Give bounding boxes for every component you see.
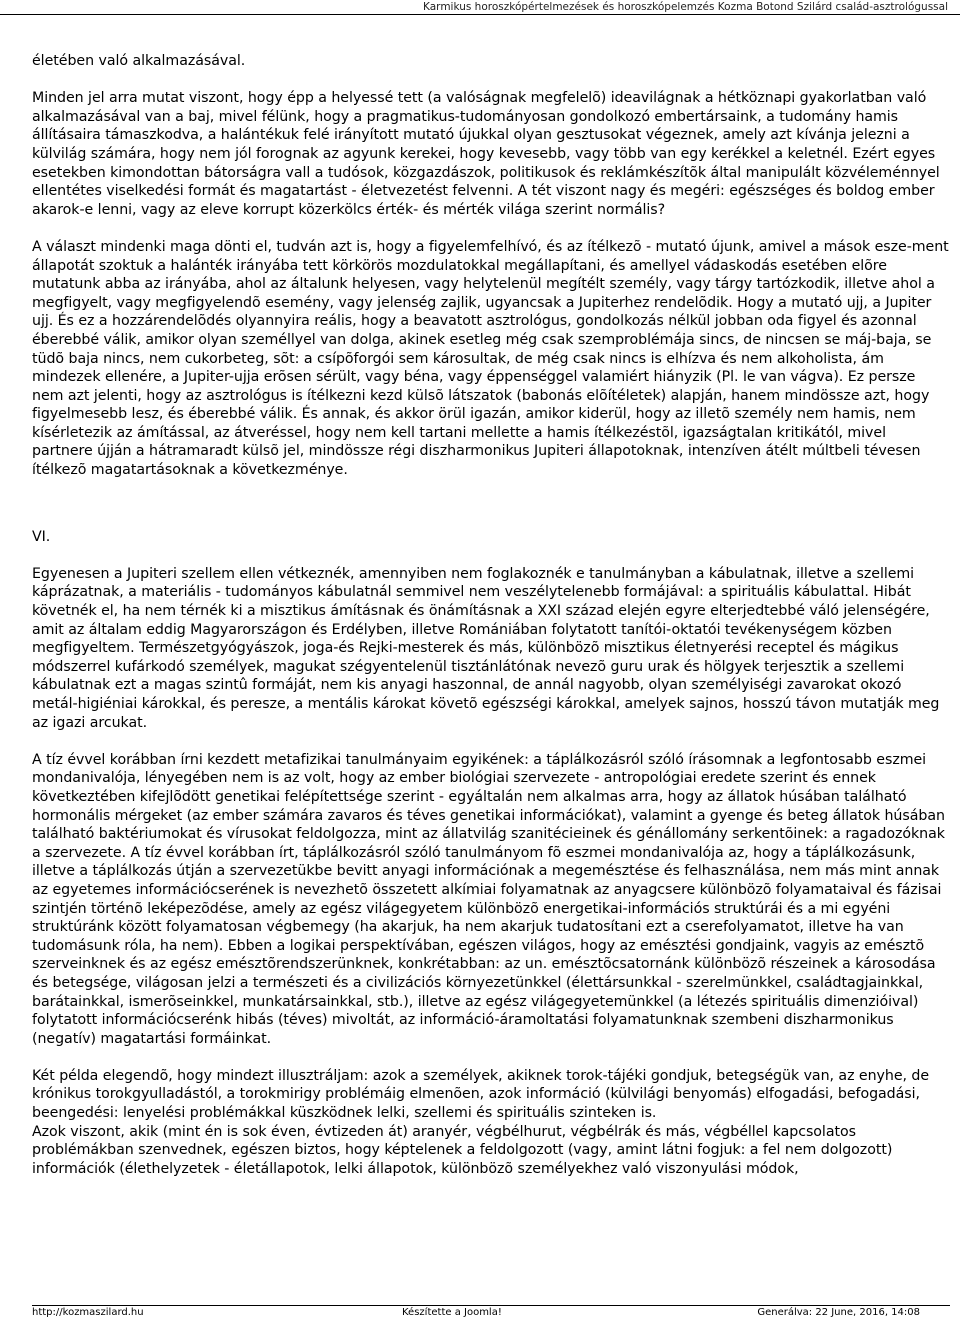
header-divider — [0, 14, 960, 15]
paragraph-0: életében való alkalmazásával. — [32, 53, 246, 69]
footer-divider — [32, 1305, 950, 1306]
paragraph-1: Minden jel arra mutat viszont, hogy épp a helyessé tett (a valóságnak megfelelõ) ideavilágnak a hétköznapi gyakorlatban való alkalmazásával van a baj, mivel félünk, hogy a pragmatikus-tudományosan gondolkozó embertársaink, a tudomány hamis állításaira támaszkodva, a halántékuk felé irányított mutató újukkal olyan gesztusokat végeznek, amely azt kívánja jelezni a külvilág számára, hogy nem jól forognak az agyunk kerekei, hogy kevesebb, vagy több van egy kerékkel a keletnél. Ezért egyes esetekben kimondottan bátorságra vall a tudósok, közgazdászok, politikusok és reklámkészítõk által manipulált közvéleménnyel ellentétes viselkedési formát és magatartást - életvezetést felvenni. A tét viszont nagy és megéri: egészséges és boldog ember akarok-e lenni, vagy az eleve korrupt közerkölcs érték- és mérték világa szerint normális? — [32, 90, 940, 218]
paragraph-2: A választ mindenki maga dönti el, tudván azt is, hogy a figyelemfelhívó, és az ítélkezõ - mutató újunk, amivel a mások esze-ment állapotát szoktuk a halánték irányába tett körkörös mozdulatokkal megállapítani, és amellyel vádaskodás esetében elõre mutatunk abba az irányába, ahol az általunk helyesen, vagy helytelenül megítélt személy, vagy tárgy tartózkodik, illetve ahol a megfigyelt, vagy megfigyelendõ esemény, vagy jelenség zajlik, ugyancsak a Jupiterhez rendelõdik. Hogy a mutató ujj, a Jupiter ujj. És ez a hozzárendelõdés olyannyira reális, hogy a beavatott asztrológus, gondolkozás nélkül jobban oda figyel és azonnal éberebbé válik, amikor olyan személlyel van dolga, akinek esetleg még csak szemproblémája sincs, de nincsen se máj-baja, se tüdõ baja nincs, nem cukorbeteg, sõt: a csípõforgói sem károsultak, de még csak nincs is elhízva és nem alkoholista, ám mindezek ellenére, a Jupiter-ujja erõsen sérült, vagy béna, vagy éppenséggel valamiért hiányzik (Pl. le van vágva). Ez persze nem azt jelenti, hogy az asztrológus is ítélkezni kezd külsõ látszatok (babonás elõítéletek) alapján, hanem mindössze azt, hogy figyelmesebb lesz, és éberebbé válik. És annak, és akkor örül igazán, amikor kiderül, hogy az illetõ személy nem hamis, nem kísérletezik az ámítással, az átveréssel, hogy nem kell tartani mellette a hamis ítélkezéstõl, igazságtalan kritikától, mivel partnere újján a hátramaradt külsõ jel, mindössze régi diszharmonikus Jupiteri állapotoknak, intenzíven átélt múltbeli tévesen ítélkezõ magatartásoknak a következménye. — [32, 238, 949, 479]
page-footer — [32, 1305, 950, 1319]
page-header — [0, 0, 960, 18]
header-title: Karmikus horoszkópértelmezések és horoszkópelemzés Kozma Botond Szilárd család-asztrológussal — [423, 1, 948, 13]
footer-site-link[interactable]: http://kozmaszilard.hu — [32, 1307, 144, 1318]
paragraph-3: Egyenesen a Jupiteri szellem ellen vétkeznék, amennyiben nem foglakoznék e tanulmányban a kábulatnak, illetve a szellemi káprázatnak, a materiális - tudományos kábulatnál semmivel nem veszélytelenebb formájával: a spirituális kábulattal. Hibát követnék el, ha nem térnék ki a misztikus ámításnak és önámításnak a XXI század elején egyre elterjedtebbé váló jelenségére, amit az általam eddig Magyarországon és Erdélyben, illetve Romániában folytatott tanítói-oktatói tevékenységem közben megfigyeltem. Természetgyógyászok, joga-és Rejki-mesterek és más, különbözõ misztikus életnyerési receptel és mágikus módszerrel kufárkodó személyek, magukat szégyentelenül tisztánlátónak nevezõ guru urak és hölgyek terjesztik a szellemi kábulatnak ezt a magas szintû formáját, nem kis anyagi haszonnal, de annál nagyobb, olyan személyiségi zavarokat okozó metál-higiéniai károkkal, és peresze, a mentális károkat követõ egészségi károkkal, amelyek sajnos, hosszú távon mutatják meg az igazi arcukat. — [32, 565, 940, 731]
article-body — [32, 52, 950, 1178]
paragraph-6: Azok viszont, akik (mint én is sok éven, évtizeden át) aranyér, végbélhurut, végbélrák és más, végbéllel kapcsolatos problémákban szenvednek, egészen biztos, hogy képtelenek a feldolgozott (vagy, amint látni fogjuk: a fel nem dolgozott) információk (élethelyzetek - életállapotok, lelki állapotok, különbözõ személyekhez való viszonyulási módok, — [32, 1123, 893, 1177]
footer-generated-date: Generálva: 22 June, 2016, 14:08 — [757, 1307, 920, 1318]
section-heading: VI. — [32, 528, 51, 545]
paragraph-5: Két példa elegendõ, hogy mindezt illusztráljam: azok a személyek, akiknek torok-tájéki gondjuk, betegségük van, az enyhe, de krónikus torokgyulladástól, a torokmirigy problémáig elmenõen, azok információ (külvilági benyomás) elfogadási, befogadási, beengedési: lenyelési problémákkal küszködnek lelki, szellemi és spirituális szinteken is. — [32, 1067, 930, 1122]
footer-generator: Készítette a Joomla! — [402, 1307, 502, 1318]
paragraph-4: A tíz évvel korábban írni kezdett metafizikai tanulmányaim egyikének: a táplálkozásról szóló írásomnak a legfontosabb eszmei mondanivalója, lényegében nem is az volt, hogy az ember biológiai szervezete - antropológiai eredete szerint és ennek következtében kifejlõdött genetikai felépítettsége szerint - egyáltalán nem alkalmas arra, hogy az állatok húsában található hormonális mérgeket (az ember számára zavaros és téves genetikai információkat), valamint a gyenge és beteg állatok húsában található baktériumokat és vírusokat feldolgozza, mint az állatvilág szanitécieinek és génállomány serkentõinek: a ragadozóknak a szervezete. A tíz évvel korábban írt, táplálkozásról szóló tanulmányom fõ eszmei mondanivalója az, hogy a táplálkozásunk, illetve a táplálkozás útján a szervezetükbe bevitt anyagi információnak a megemésztése és felhasználása, nem más mint annak az egyetemes információcserének is nevezhetõ összetett alkímiai folyamatnak az anyagcsere különbözõ folyamataival és fázisai szintjén történõ leképezõdése, amely az egész világegyetem különbözõ energetikai-információs struktúrái és a mi egyéni struktúránk között folyamatosan végbemegy (ha akarjuk, ha nem akarjuk tudatosítani ezt a cserefolyamatot, illetve ha van tudomásunk róla, ha nem). Ebben a logikai perspektívában, egészen világos, hogy az emésztési gondjaink, vagyis az emésztõ szerveinknek és az egész emésztõrendszerünknek, konkrétabban: az un. emésztõcsatornánk különbözõ részeinek a károsodása és betegsége, világosan jelzi a természeti és a civilizációs környezetünkkel (élettársunkkal - szerelmünkkel, családtagjainkkal, barátainkkal, ismerõseinkkel, munkatársainkkal, stb.), illetve az egész világegyetemünkkel (a létezés spirituális dimenzióival) folytatott információcserénk hibás (téves) mivoltát, az információ-áramoltatási folyamatunknak szembeni diszharmonikus (negatív) magatartási formáinkat. — [32, 751, 945, 1047]
